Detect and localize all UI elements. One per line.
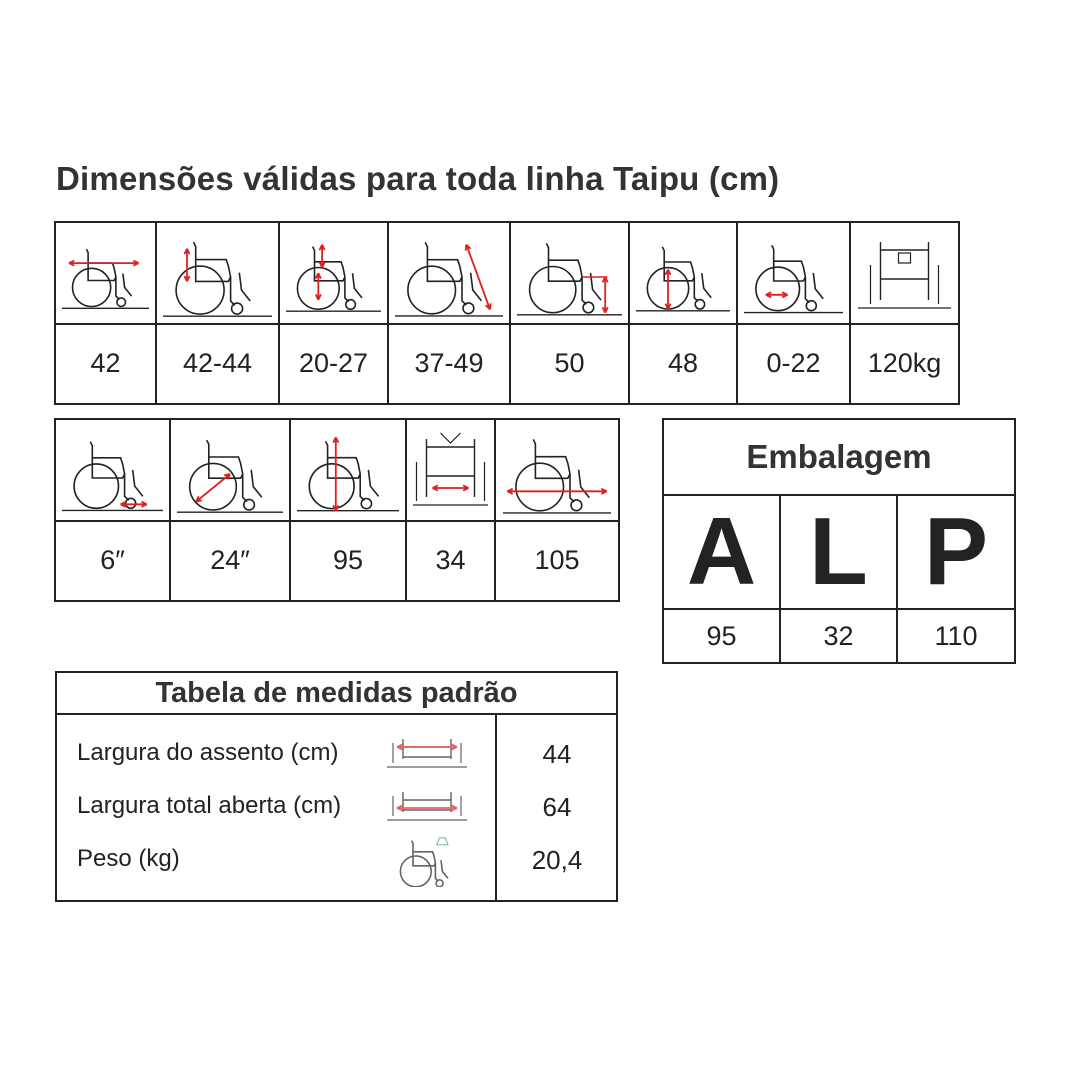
- dimension-row2-column: [291, 420, 407, 600]
- standard-row-value: 44: [542, 739, 572, 769]
- armrest-height-icon: [511, 223, 628, 325]
- dimension-row1-value: 48: [667, 347, 699, 378]
- dimension-row1-value: 50: [554, 347, 585, 378]
- dimension-row1-column: [851, 223, 958, 403]
- packaging-box: [662, 418, 1016, 664]
- total-length-icon: [496, 420, 618, 522]
- standard-measures-table: [55, 671, 618, 902]
- standard-table-title: Tabela de medidas padrão: [57, 673, 616, 715]
- standard-table-row: [57, 792, 616, 842]
- dimension-row1-column: [280, 223, 389, 403]
- packaging-value: 110: [934, 620, 978, 651]
- dimension-row1-value: 0-22: [766, 347, 821, 378]
- seat-width-icon: [387, 725, 467, 777]
- caster-wheel-icon: [56, 420, 169, 522]
- packaging-column-l: [781, 496, 898, 662]
- packaging-column-a: [664, 496, 781, 662]
- standard-row-label: Peso (kg): [77, 845, 180, 872]
- packaging-title: Embalagem: [664, 420, 1014, 496]
- dimension-row2-column: [56, 420, 171, 600]
- standard-row-label: Largura do assento (cm): [77, 739, 339, 766]
- page-title: Dimensões válidas para toda linha Taipu (cm): [56, 160, 780, 197]
- packaging-letter: P: [898, 496, 1014, 610]
- standard-table-row: [57, 845, 616, 895]
- backrest-height-icon: [280, 223, 387, 325]
- dimension-row1-column: [738, 223, 851, 403]
- standard-row-label: Largura total aberta (cm): [77, 792, 342, 819]
- dimension-row2-column: [171, 420, 291, 600]
- dimension-row1-value: 120kg: [867, 347, 942, 378]
- dimensions-table-1: [54, 221, 960, 405]
- wheel-height-icon: [630, 223, 736, 325]
- max-load-icon: [851, 223, 958, 325]
- packaging-value: 32: [823, 620, 854, 651]
- total-height-icon: [291, 420, 405, 522]
- packaging-letter: A: [664, 496, 779, 610]
- dimension-row2-column: [496, 420, 618, 600]
- packaging-letter: L: [781, 496, 896, 610]
- dimension-row2-value: 95: [332, 544, 364, 575]
- dimension-row1-value: 20-27: [298, 347, 369, 378]
- open-width-icon: [387, 778, 467, 830]
- dimension-row2-column: [407, 420, 496, 600]
- seat-height-icon: [157, 223, 278, 325]
- weight-icon: [387, 831, 467, 887]
- dimension-row2-value: 34: [435, 544, 466, 575]
- dimension-row1-column: [630, 223, 738, 403]
- axle-adjust-icon: [738, 223, 849, 325]
- diagonal-length-icon: [389, 223, 509, 325]
- packaging-column-p: [898, 496, 1014, 662]
- packaging-value: 95: [706, 620, 737, 651]
- standard-row-value: 20,4: [531, 845, 583, 875]
- dimension-row1-column: [511, 223, 630, 403]
- standard-row-value: 64: [542, 792, 572, 822]
- dimension-row1-column: [56, 223, 157, 403]
- seat-depth-icon: [56, 223, 155, 325]
- dimension-row1-value: 42-44: [182, 347, 253, 378]
- standard-table-row: [57, 739, 616, 789]
- rear-wheel-icon: [171, 420, 289, 522]
- dimension-row1-column: [157, 223, 280, 403]
- dimension-row1-value: 42: [90, 347, 121, 378]
- dimension-row1-column: [389, 223, 511, 403]
- dimensions-table-2: [54, 418, 620, 602]
- dimension-row2-value: 6″: [100, 544, 125, 575]
- folded-width-icon: [407, 420, 494, 522]
- dimension-row2-value: 105: [534, 544, 580, 575]
- dimension-row2-value: 24″: [210, 544, 250, 575]
- dimension-row1-value: 37-49: [414, 347, 484, 378]
